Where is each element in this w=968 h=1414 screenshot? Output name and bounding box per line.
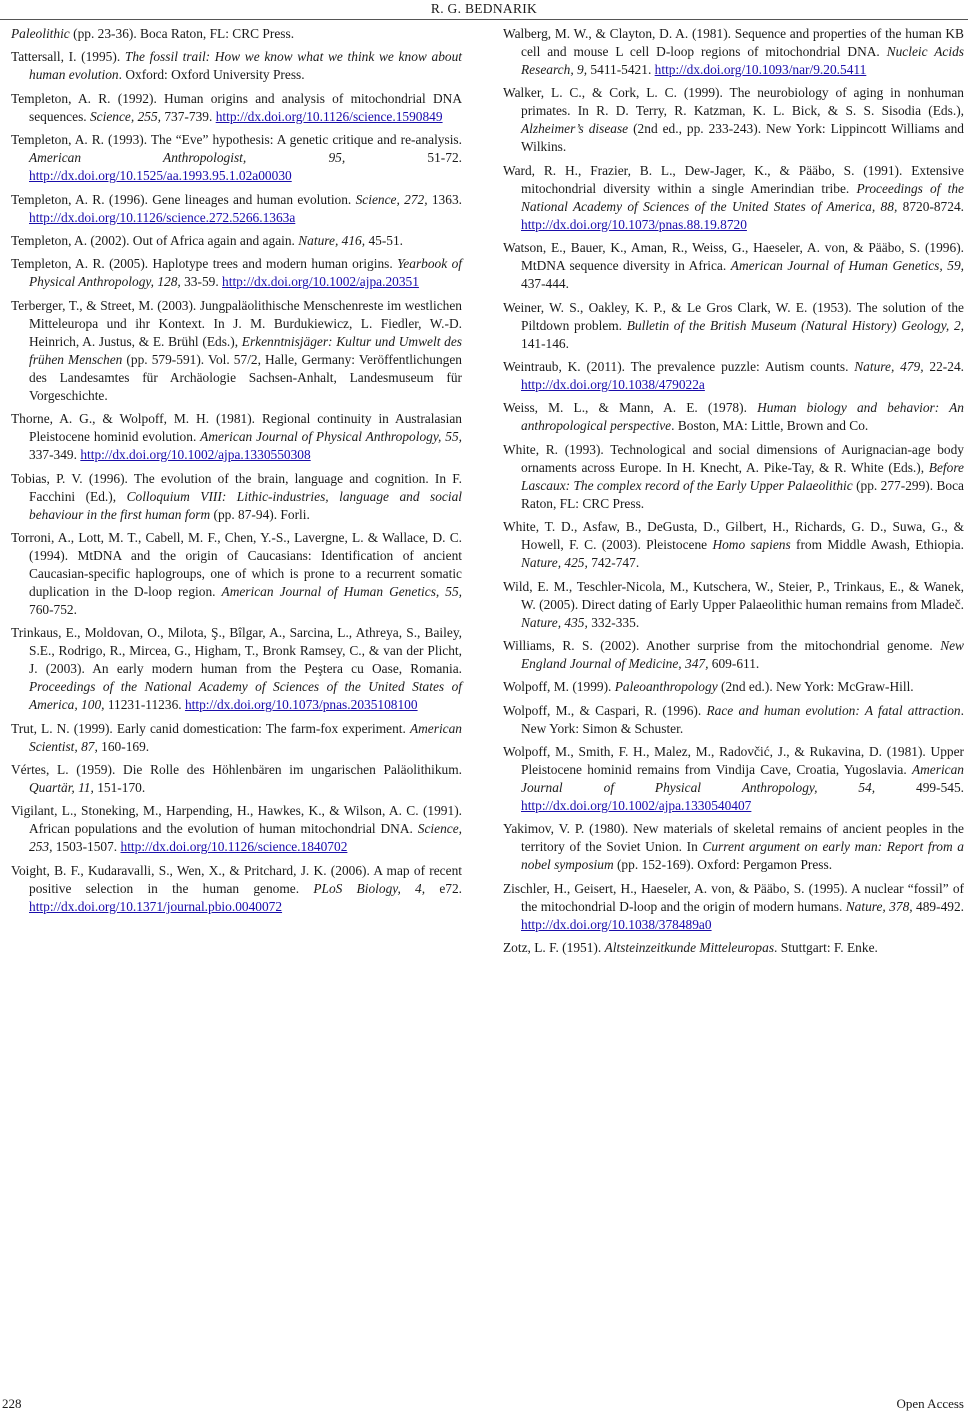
reference-italic: Erkenntnisjäger: Kultur und Umwelt des frühen Menschen — [29, 333, 462, 367]
references-right-column — [503, 25, 964, 963]
reference-text: Templeton, A. R. (1992). Human origins and analysis of mitochondrial DNA sequences. — [11, 90, 462, 124]
reference-italic: American Journal of Physical Anthropology, 54, — [521, 762, 964, 796]
reference-text: 742-747. — [587, 555, 640, 571]
reference-entry — [503, 702, 964, 738]
reference-entry — [503, 358, 964, 394]
running-head — [0, 0, 968, 20]
doi-link[interactable]: http://dx.doi.org/10.1126/science.1840702 — [120, 839, 348, 855]
reference-entry — [11, 131, 462, 185]
doi-link[interactable]: http://dx.doi.org/10.1371/journal.pbio.0040072 — [29, 898, 283, 914]
reference-text: 8720-8724. — [897, 198, 964, 214]
reference-italic: Alzheimer’s disease — [521, 121, 629, 137]
reference-italic: Quartär, 11, — [29, 780, 94, 796]
reference-text: 499-545. — [875, 780, 965, 796]
doi-link[interactable]: http://dx.doi.org/10.1073/pnas.88.19.8720 — [521, 216, 747, 232]
reference-text: 737-739. — [161, 108, 216, 124]
reference-italic: Homo sapiens — [712, 537, 791, 553]
reference-italic: Nucleic Acids Research, 9, — [521, 44, 964, 77]
reference-italic: Nature, 378, — [845, 898, 913, 914]
reference-entry — [11, 232, 462, 250]
reference-text: (pp. 277-299). Boca Raton, FL: CRC Press. — [521, 477, 964, 511]
reference-text: Templeton, A. R. (2005). Haplotype trees and modern human origins. — [11, 256, 398, 272]
reference-entry — [503, 939, 964, 957]
reference-text: Wolpoff, M., Smith, F. H., Malez, M., Radovčić, J., & Rukavina, D. (1981). Upper Pleistocene hominid remains from Vindija Cave, Croatia, Yugoslavia. — [503, 744, 964, 778]
reference-italic: Science, 255, — [89, 108, 161, 124]
reference-italic: American Scientist, 87, — [29, 720, 462, 754]
reference-text: White, T. D., Asfaw, B., DeGusta, D., Gilbert, H., Richards, G. D., Suwa, G., & Howell, F. C. (2003). Pleistocene — [503, 519, 964, 553]
reference-italic: Paleoanthropology — [614, 679, 718, 695]
reference-entry — [11, 529, 462, 619]
doi-link[interactable]: http://dx.doi.org/10.1002/ajpa.1330540407 — [521, 798, 752, 814]
page-number: 228 — [2, 1396, 22, 1411]
reference-italic: Colloquium VIII: Lithic-industries, language and social behaviour in the first human form — [29, 488, 462, 522]
reference-entry — [11, 624, 462, 714]
reference-text: Trut, L. N. (1999). Early canid domestication: The farm-fox experiment. — [11, 720, 410, 736]
reference-text: 11231-11236. — [104, 697, 185, 713]
reference-text: . New York: Simon & Schuster. — [521, 702, 964, 736]
reference-text: Walker, L. C., & Cork, L. C. (1999). The neurobiology of aging in nonhuman primates. In R. D. Terry, R. Katzman, K. L. Bick, & S. S. Sisodia (Eds.), — [503, 85, 964, 119]
reference-entry — [11, 25, 462, 43]
reference-entry — [11, 191, 462, 227]
reference-italic: New England Journal of Medicine, 347, — [521, 637, 964, 671]
reference-text: 760-752. — [29, 601, 77, 617]
doi-link[interactable]: http://dx.doi.org/10.1525/aa.1993.95.1.02a00030 — [29, 168, 292, 184]
reference-italic: Nature, 479, — [854, 358, 924, 374]
reference-text: Vigilant, L., Stoneking, M., Harpending, H., Hawkes, K., & Wilson, A. C. (1991). African populations and the evolution of human mitochondrial DNA. — [11, 803, 462, 837]
reference-text: 33-59. — [180, 274, 223, 290]
reference-text: Ward, R. H., Frazier, B. L., Dew-Jager, K., & Pääbo, S. (1991). Extensive mitochondrial diversity within a single Amerindian tribe. — [503, 162, 964, 196]
reference-text: 45-51. — [365, 232, 404, 248]
reference-text: 160-169. — [97, 738, 150, 754]
reference-italic: Nature, 425, — [521, 555, 588, 571]
reference-text: 151-170. — [93, 780, 146, 796]
reference-entry — [503, 239, 964, 293]
reference-text: 337-349. — [29, 447, 81, 463]
doi-link[interactable]: http://dx.doi.org/10.1002/ajpa.1330550308 — [80, 447, 311, 463]
reference-text: Torroni, A., Lott, M. T., Cabell, M. F., Chen, Y.-S., Lavergne, L. & Wallace, D. C. (1994). MtDNA and the origin of Caucasians: Identification of ancient Caucasian-specific haplogroups, one of which is prone to a recurrent somatic duplication in the D-loop region. — [11, 529, 462, 599]
reference-text: e72. — [425, 880, 463, 896]
reference-text: Weiner, W. S., Oakley, K. P., & Le Gros Clark, W. E. (1953). The solution of the Piltdown problem. — [503, 299, 964, 333]
reference-text: Zischler, H., Geisert, H., Haeseler, A. von, & Pääbo, S. (1995). A nuclear “fossil” of the mitochondrial D-loop and the origin of modern humans. — [503, 880, 964, 914]
reference-text: Tattersall, I. (1995). — [11, 49, 125, 65]
reference-text: Wolpoff, M., & Caspari, R. (1996). — [503, 702, 707, 718]
reference-entry — [503, 743, 964, 815]
reference-text: Wolpoff, M. (1999). — [503, 679, 615, 695]
reference-text: 1363. — [427, 191, 462, 207]
reference-italic: Yearbook of Physical Anthropology, 128, — [29, 256, 462, 290]
reference-text: Trinkaus, E., Moldovan, O., Milota, Ş., Bîlgar, A., Sarcina, L., Athreya, S., Bailey, S.E., Rodrigo, R., Mircea, G., Higham, T., Bronk Ramsey, C., & van der Plicht, J. (2003). An early modern human from the Peştera cu Oase, Romania. — [11, 625, 462, 677]
reference-entry — [503, 162, 964, 234]
reference-italic: Nature, 435, — [521, 614, 588, 630]
reference-entry — [11, 410, 462, 464]
reference-entry — [503, 637, 964, 673]
reference-entry — [503, 518, 964, 572]
reference-text: Zotz, L. F. (1951). — [503, 940, 605, 956]
doi-link[interactable]: http://dx.doi.org/10.1093/nar/9.20.5411 — [654, 62, 867, 77]
reference-text: Thorne, A. G., & Wolpoff, M. H. (1981). Regional continuity in Australasian Pleistocene hominid evolution. — [11, 411, 462, 445]
reference-italic: Altsteinzeitkunde Mitteleuropas — [604, 940, 775, 956]
reference-entry — [503, 84, 964, 156]
reference-text: Vértes, L. (1959). Die Rolle des Höhlenbären im ungarischen Paläolithikum. — [11, 762, 462, 778]
reference-text: Templeton, A. R. (1993). The “Eve” hypothesis: A genetic critique and re-analysis. — [11, 132, 462, 148]
reference-text: (pp. 152-169). Oxford: Pergamon Press. — [613, 857, 833, 873]
reference-text: 5411-5421. — [587, 62, 655, 77]
reference-entry — [11, 761, 462, 797]
reference-entry — [503, 441, 964, 513]
reference-text: 332-335. — [587, 614, 640, 630]
reference-italic: The fossil trail: How we know what we think we know about human evolution — [29, 49, 462, 83]
reference-text: Weintraub, K. (2011). The prevalence puzzle: Autism counts. — [503, 358, 855, 374]
reference-text: 609-611. — [708, 655, 760, 671]
reference-entry — [11, 802, 462, 856]
reference-italic: American Journal of Human Genetics, 55, — [221, 583, 462, 599]
reference-entry — [503, 25, 964, 79]
reference-text: Wild, E. M., Teschler-Nicola, M., Kutschera, W., Steier, P., Trinkaus, E., & Wanek, W. (2005). Direct dating of Early Upper Palaeolithic human remains from Mladeč. — [503, 578, 964, 612]
reference-entry — [11, 470, 462, 524]
reference-text: 489-492. — [912, 898, 964, 914]
reference-entry — [503, 880, 964, 934]
reference-text: Walberg, M. W., & Clayton, D. A. (1981). Sequence and properties of the human KB cell and mouse L cell D-loop regions of mitochondrial DNA. — [503, 26, 964, 59]
reference-italic: Science, 272, — [355, 191, 428, 207]
reference-italic: American Anthropologist, 95, — [29, 150, 346, 166]
reference-entry — [503, 399, 964, 435]
reference-text: (pp. 87-94). Forli. — [210, 506, 310, 522]
reference-text: Watson, E., Bauer, K., Aman, R., Weiss, G., Haeseler, A. von, & Pääbo, S. (1996). MtDNA sequence diversity in Africa. — [503, 240, 964, 274]
reference-text: (pp. 23-36). Boca Raton, FL: CRC Press. — [69, 26, 295, 41]
reference-text: Templeton, A. (2002). Out of Africa again and again. — [11, 232, 299, 248]
reference-entry — [503, 678, 964, 696]
reference-entry — [11, 862, 462, 916]
reference-text: . Stuttgart: F. Enke. — [774, 940, 878, 956]
doi-link[interactable]: http://dx.doi.org/10.1126/science.272.5266.1363a — [29, 209, 296, 225]
reference-entry — [11, 297, 462, 405]
reference-text: Weiss, M. L., & Mann, A. E. (1978). — [503, 400, 758, 416]
reference-text: 141-146. — [521, 335, 569, 351]
reference-entry — [11, 720, 462, 756]
reference-text: Templeton, A. R. (1996). Gene lineages and human evolution. — [11, 191, 356, 207]
reference-italic: Current argument on early man: Report from a nobel symposium — [521, 839, 964, 873]
references-left-column — [11, 25, 462, 921]
reference-italic: American Journal of Physical Anthropology, 55, — [200, 429, 463, 445]
reference-entry — [503, 299, 964, 353]
reference-text: 1503-1507. — [52, 839, 121, 855]
reference-entry — [11, 90, 462, 126]
reference-entry — [503, 820, 964, 874]
reference-italic: Proceedings of the National Academy of Sciences of the United States of America, 100, — [29, 679, 462, 713]
reference-entry — [11, 48, 462, 84]
reference-text: 22-24. — [923, 358, 964, 374]
doi-link[interactable]: http://dx.doi.org/10.1126/science.1590849 — [215, 108, 443, 124]
reference-text: 437-444. — [521, 276, 569, 292]
reference-text: (pp. 579-591). Vol. 57/2, Halle, Germany: Veröffentlichungen des Landesamtes für Archäologie Sachsen-Anhalt, Landesmuseum für Vorgeschichte. — [29, 351, 462, 403]
reference-italic: Paleolithic — [11, 26, 70, 41]
reference-text: Tobias, P. V. (1996). The evolution of the brain, language and cognition. In F. Facchini (Ed.), — [11, 470, 462, 504]
reference-text: Voight, B. F., Kudaravalli, S., Wen, X., & Pritchard, J. K. (2006). A map of recent positive selection in the human genome. — [11, 862, 462, 896]
doi-link[interactable]: http://dx.doi.org/10.1073/pnas.2035108100 — [184, 697, 418, 713]
reference-text: Yakimov, V. P. (1980). New materials of skeletal remains of ancient peoples in the territory of the Soviet Union. In — [503, 821, 964, 855]
doi-link[interactable]: http://dx.doi.org/10.1038/479022a — [521, 376, 705, 392]
reference-text: Terberger, T., & Street, M. (2003). Jungpaläolithische Menschenreste im westlichen Mitteleuropa und ihr Kontext. In J. M. Burdukiewicz, L. Fiedler, W.-D. Heinrich, A. Justus, & E. Brühl (Eds.), — [11, 297, 462, 349]
reference-text: White, R. (1993). Technological and social dimensions of Aurignacian-age body ornaments across Europe. In H. Knecht, A. Pike-Tay, & R. White (Eds.), — [503, 441, 964, 475]
reference-entry — [11, 255, 462, 291]
reference-text: 51-72. — [345, 150, 463, 166]
reference-italic: Race and human evolution: A fatal attraction — [706, 702, 961, 718]
reference-text: . Oxford: Oxford University Press. — [118, 67, 305, 83]
reference-italic: Science, 253, — [29, 821, 462, 855]
reference-text: (2nd ed., pp. 233-243). New York: Lippincott Williams and Wilkins. — [521, 121, 964, 155]
open-access-label: Open Access — [896, 1396, 964, 1411]
reference-italic: Proceedings of the National Academy of Sciences of the United States of America, 88, — [521, 180, 964, 214]
reference-text: Williams, R. S. (2002). Another surprise from the mitochondrial genome. — [503, 637, 941, 653]
reference-entry — [503, 578, 964, 632]
running-head-text: R. G. BEDNARIK — [430, 1, 538, 16]
reference-text: (2nd ed.). New York: McGraw-Hill. — [717, 679, 914, 695]
reference-italic: Before Lascaux: The complex record of the Early Upper Palaeolithic — [521, 459, 964, 493]
reference-text: . Boston, MA: Little, Brown and Co. — [671, 418, 869, 434]
doi-link[interactable]: http://dx.doi.org/10.1002/ajpa.20351 — [222, 274, 419, 290]
reference-italic: American Journal of Human Genetics, 59, — [730, 258, 964, 274]
reference-italic: Bulletin of the British Museum (Natural History) Geology, 2, — [626, 317, 964, 333]
reference-text: from Middle Awash, Ethiopia. — [790, 537, 964, 553]
doi-link[interactable]: http://dx.doi.org/10.1038/378489a0 — [521, 916, 712, 932]
reference-italic: Human biology and behavior: An anthropological perspective — [521, 400, 964, 434]
reference-italic: PLoS Biology, 4, — [313, 880, 426, 896]
reference-italic: Nature, 416, — [298, 232, 366, 248]
